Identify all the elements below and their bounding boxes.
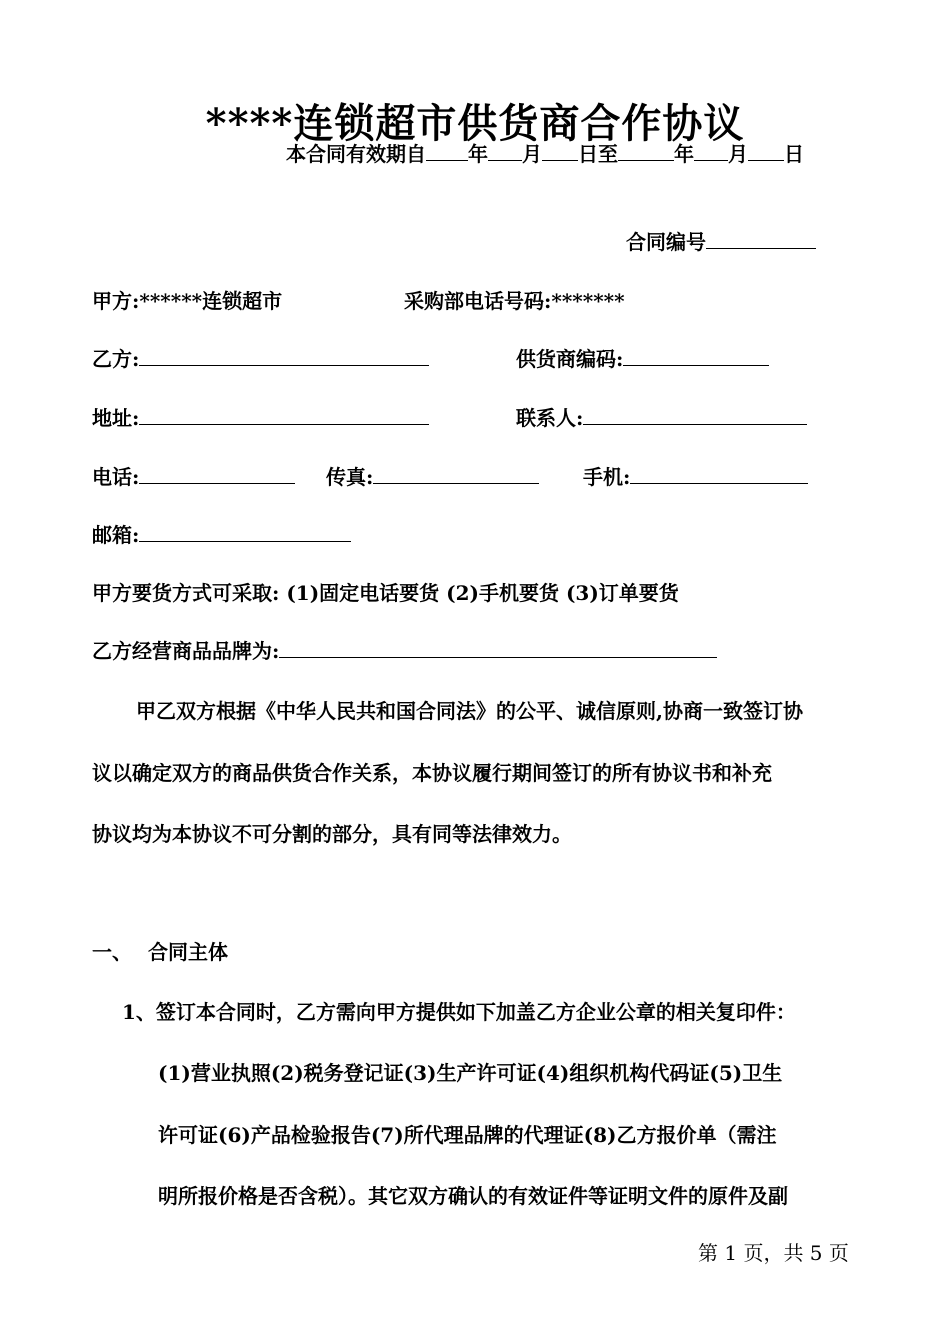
contract-number-blank [706,228,816,249]
address-label: 地址: [92,406,140,430]
intro-line-3: 协议均为本协议不可分割的部分，具有同等法律效力。 [92,822,572,846]
phone-blank [139,463,295,484]
validity-period [286,140,804,168]
start-year-blank [426,140,468,161]
party-b-field [92,345,429,373]
start-day-blank [542,140,578,161]
start-day-label: 日至 [578,142,618,166]
contact-label: 联系人: [516,406,584,430]
start-month-blank [488,140,522,161]
supplier-code-blank [623,345,769,366]
section-1-heading: 合同主体 [148,940,228,964]
fax-field [326,463,539,491]
brand-label: 乙方经营商品品牌为: [92,639,280,663]
end-month-blank [694,140,728,161]
email-blank [139,521,351,542]
address-field [92,404,429,432]
purchase-phone: 采购部电话号码:******* [404,289,625,313]
mobile-label: 手机: [583,465,631,489]
supplier-code-field [516,345,769,373]
clause-1-items-line-3: 明所报价格是否含税）。其它双方确认的有效证件等证明文件的原件及副 [158,1184,788,1208]
fax-label: 传真: [326,465,374,489]
validity-prefix: 本合同有效期自 [286,142,426,166]
order-methods: 甲方要货方式可采取: (1)固定电话要货 (2)手机要货 (3)订单要货 [92,581,679,605]
clause-1: 1、签订本合同时，乙方需向甲方提供如下加盖乙方企业公章的相关复印件： [122,1000,796,1024]
contract-number [626,228,816,256]
fax-blank [373,463,539,484]
clause-1-items-line-2: 许可证(6)产品检验报告(7)所代理品牌的代理证(8)乙方报价单（需注 [158,1123,777,1147]
intro-line-2: 议以确定双方的商品供货合作关系，本协议履行期间签订的所有协议书和补充 [92,761,772,785]
party-b-blank [139,345,429,366]
party-a: 甲方:******连锁超市 [92,289,283,313]
end-day-blank [748,140,784,161]
section-1-number: 一、 [92,940,132,964]
document-title: ****连锁超市供货商合作协议 [205,100,745,147]
email-field [92,521,351,549]
start-year-label: 年 [468,142,488,166]
end-year-label: 年 [674,142,694,166]
phone-field [92,463,295,491]
address-blank [139,404,429,425]
mobile-blank [630,463,808,484]
contact-blank [583,404,807,425]
end-month-label: 月 [728,142,748,166]
page-footer: 第 1 页，共 5 页 [698,1241,849,1265]
supplier-code-label: 供货商编码: [516,347,624,371]
phone-label: 电话: [92,465,140,489]
end-year-blank [618,140,674,161]
end-day-label: 日 [784,142,804,166]
brand-blank [279,637,717,658]
email-label: 邮箱: [92,523,140,547]
intro-line-1: 甲乙双方根据《中华人民共和国合同法》的公平、诚信原则,协商一致签订协 [136,699,803,723]
contract-number-label: 合同编号 [626,230,706,254]
mobile-field [583,463,808,491]
contact-field [516,404,807,432]
party-b-label: 乙方: [92,347,140,371]
brand-field [92,637,717,665]
start-month-label: 月 [522,142,542,166]
clause-1-items-line-1: (1)营业执照(2)税务登记证(3)生产许可证(4)组织机构代码证(5)卫生 [158,1061,783,1085]
